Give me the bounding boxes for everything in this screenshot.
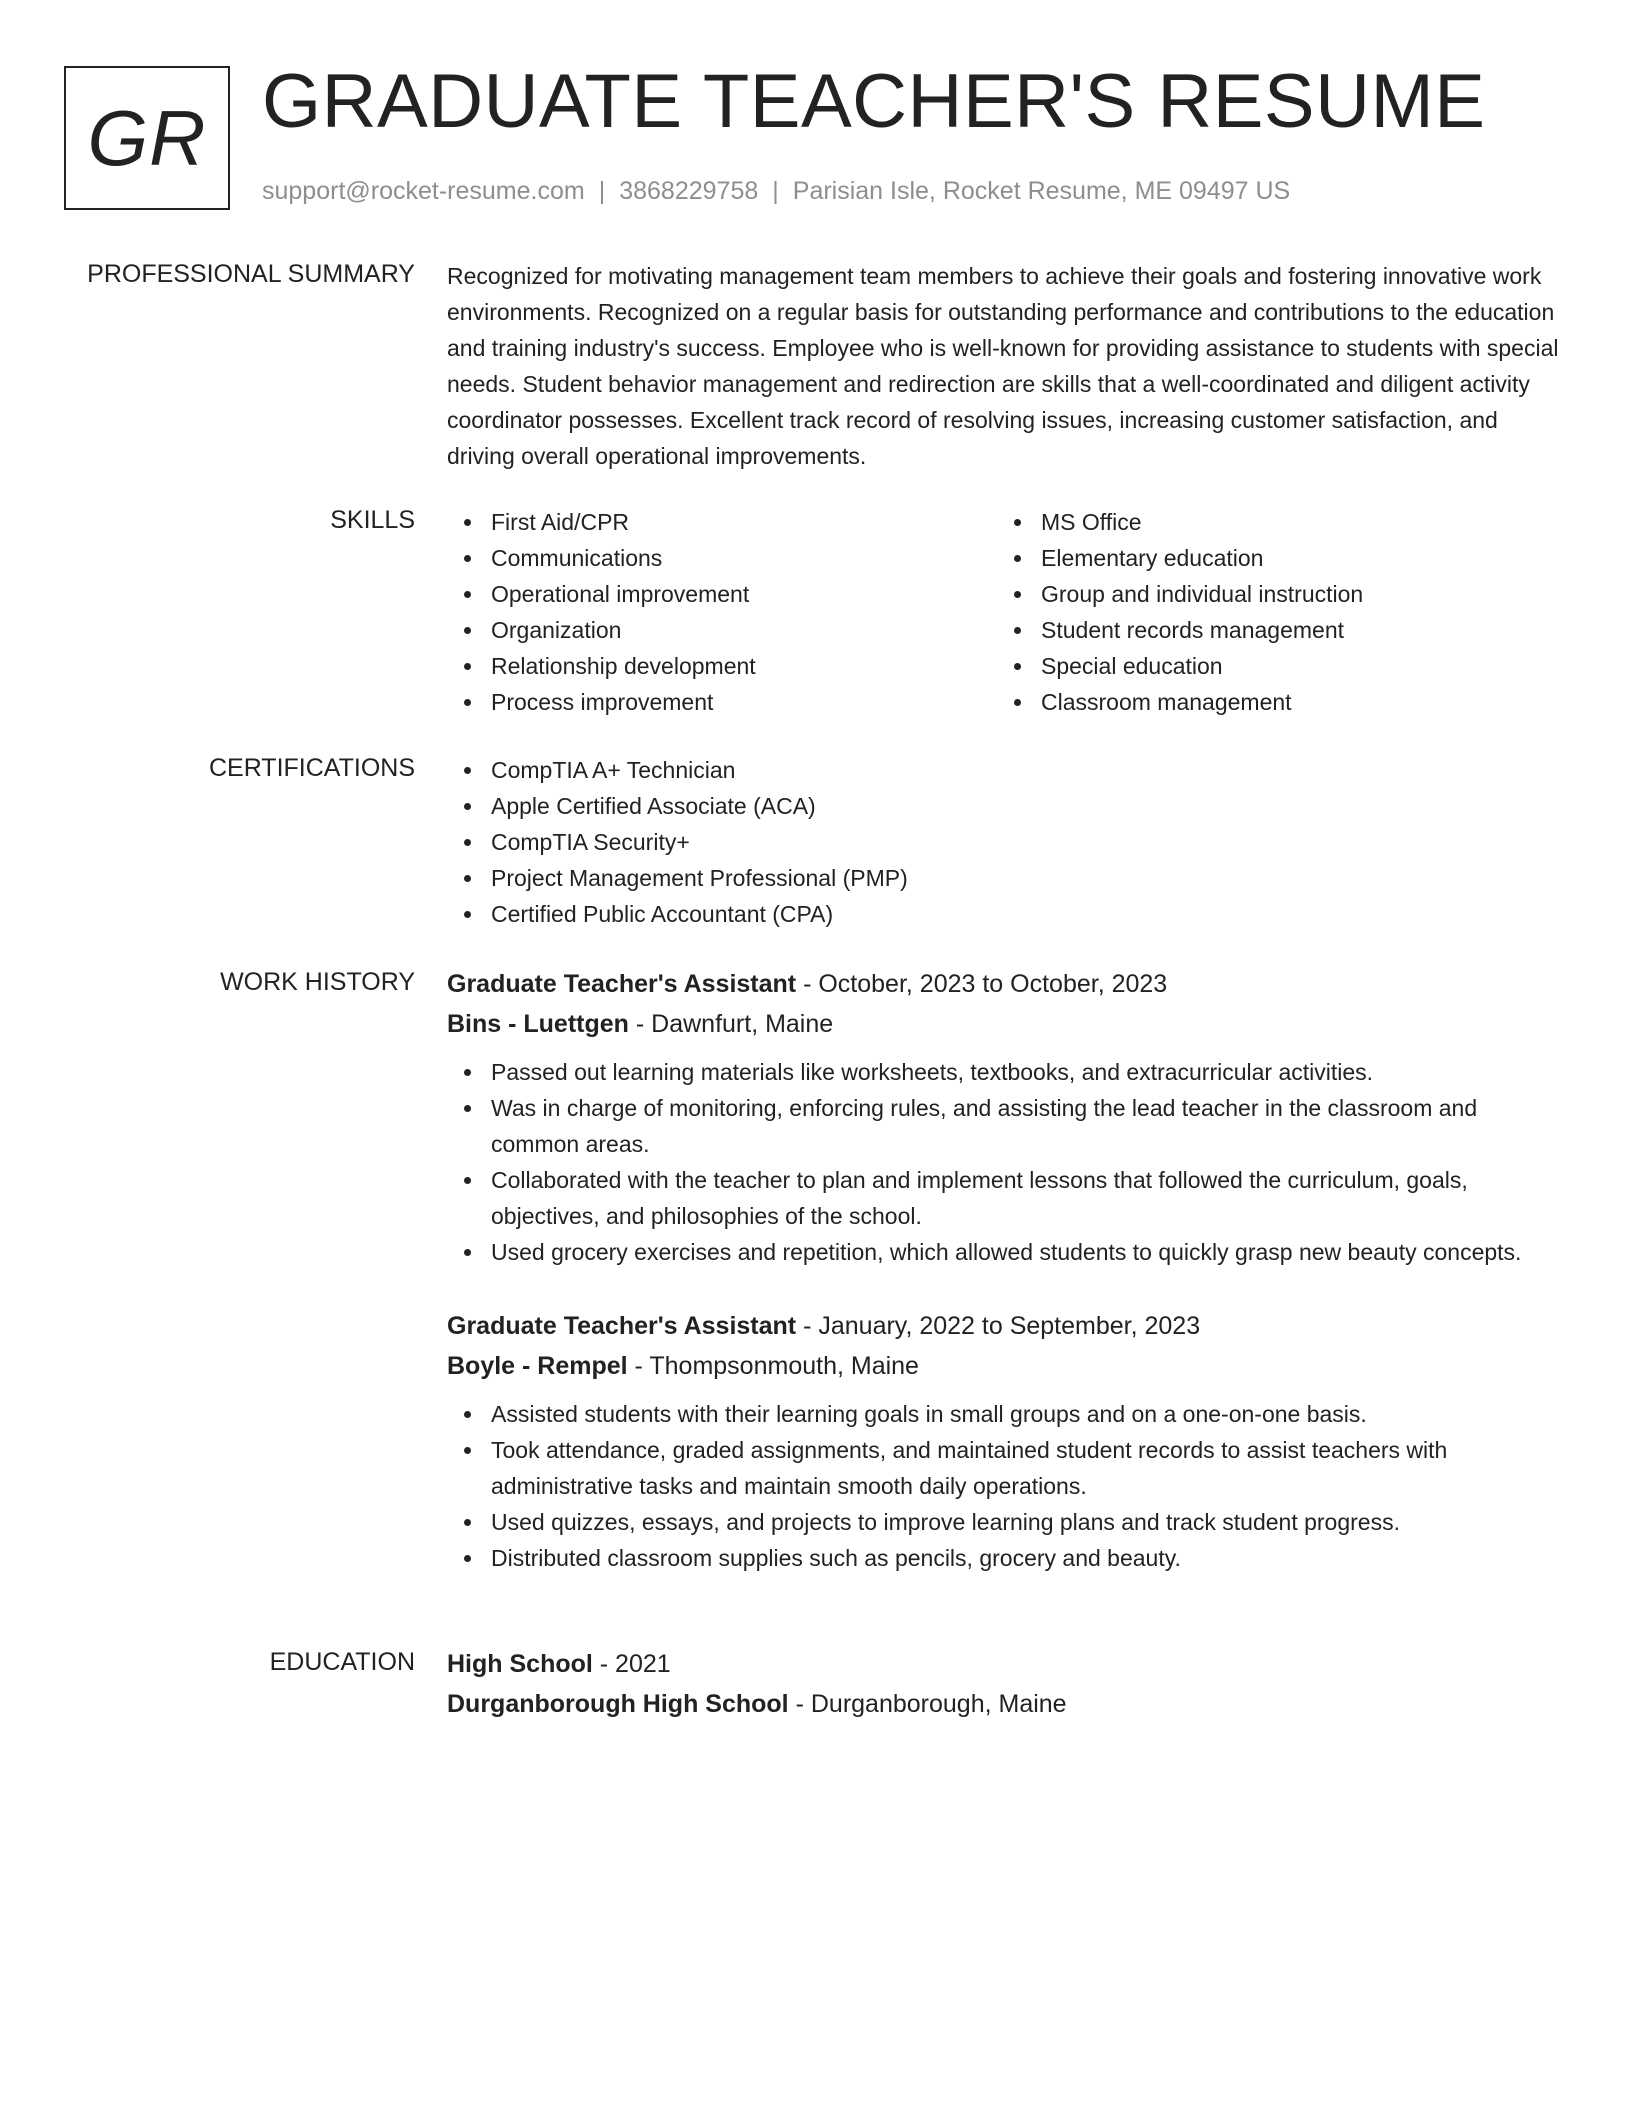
summary-text: Recognized for motivating management team members to achieve their goals and fostering innovative work environments. Recognized on a regular basis for outstanding performance and contributions to the education and training industry's success. Employee who is well-known for providing assistance to students with special needs. Student behavior management and redirection are skills that a well-coordinated and diligent activity coordinator possesses. Excellent track record of resolving issues, increasing customer satisfaction, and driving overall operational improvements. xyxy=(447,263,1559,469)
list-item: Collaborated with the teacher to plan and implement lessons that followed the curriculum, goals, objectives, and philosophies of the school. xyxy=(447,1162,1567,1234)
list-item: Organization xyxy=(447,612,997,648)
summary-label: PROFESSIONAL SUMMARY xyxy=(87,260,415,288)
job-title-line xyxy=(447,964,1567,1004)
job-entry xyxy=(447,1306,1567,1576)
list-item: Communications xyxy=(447,540,997,576)
monogram-box xyxy=(64,66,230,210)
certifications-label: CERTIFICATIONS xyxy=(208,754,415,782)
job-dates: - January, 2022 to September, 2023 xyxy=(796,1312,1201,1340)
list-item: Certified Public Accountant (CPA) xyxy=(447,896,1567,932)
job-title-line xyxy=(447,1306,1567,1346)
work-history-body xyxy=(447,964,1567,1576)
list-item: Apple Certified Associate (ACA) xyxy=(447,788,1567,824)
education-year: - 2021 xyxy=(592,1650,671,1678)
contact-phone: 3868229758 xyxy=(619,177,759,205)
contact-email: support@rocket-resume.com xyxy=(262,177,585,205)
education-location: - Durganborough, Maine xyxy=(788,1690,1067,1718)
contact-address: Parisian Isle, Rocket Resume, ME 09497 US xyxy=(792,177,1291,205)
list-item: Student records management xyxy=(997,612,1547,648)
job-location: - Thompsonmouth, Maine xyxy=(627,1352,919,1380)
job-duties-list xyxy=(447,1396,1567,1576)
list-item: First Aid/CPR xyxy=(447,504,997,540)
list-item: Project Management Professional (PMP) xyxy=(447,860,1567,896)
skills-label: SKILLS xyxy=(330,506,415,534)
list-item: Operational improvement xyxy=(447,576,997,612)
job-company-line xyxy=(447,1346,1567,1386)
education-body xyxy=(447,1644,1567,1724)
list-item: Elementary education xyxy=(997,540,1547,576)
list-item: Relationship development xyxy=(447,648,997,684)
education-school-line xyxy=(447,1684,1567,1724)
certifications-list xyxy=(447,752,1567,932)
job-location: - Dawnfurt, Maine xyxy=(628,1010,834,1038)
job-entry xyxy=(447,964,1567,1270)
list-item: CompTIA Security+ xyxy=(447,824,1567,860)
monogram-initials: GR xyxy=(87,93,207,182)
certifications-body xyxy=(447,752,1567,932)
list-item: CompTIA A+ Technician xyxy=(447,752,1567,788)
skills-grid xyxy=(447,504,1567,720)
job-duties-list xyxy=(447,1054,1567,1270)
list-item: Was in charge of monitoring, enforcing rules, and assisting the lead teacher in the classroom and common areas. xyxy=(447,1090,1567,1162)
list-item: Used quizzes, essays, and projects to improve learning plans and track student progress. xyxy=(447,1504,1567,1540)
work-history-label: WORK HISTORY xyxy=(220,968,415,996)
skills-list-right xyxy=(997,504,1547,720)
education-label: EDUCATION xyxy=(269,1648,415,1676)
contact-line xyxy=(262,176,1290,206)
list-item: Classroom management xyxy=(997,684,1547,720)
list-item: Distributed classroom supplies such as pencils, grocery and beauty. xyxy=(447,1540,1567,1576)
list-item: Assisted students with their learning goals in small groups and on a one-on-one basis. xyxy=(447,1396,1567,1432)
list-item: Took attendance, graded assignments, and maintained student records to assist teachers with administrative tasks and maintain smooth daily operations. xyxy=(447,1432,1567,1504)
list-item: Group and individual instruction xyxy=(997,576,1547,612)
contact-separator: | xyxy=(598,177,606,205)
job-title: Graduate Teacher's Assistant xyxy=(447,970,797,998)
education-school: Durganborough High School xyxy=(447,1690,789,1718)
resume-title: GRADUATE TEACHER'S RESUME xyxy=(262,59,1486,144)
job-dates: - October, 2023 to October, 2023 xyxy=(796,970,1168,998)
education-degree-line xyxy=(447,1644,1567,1684)
list-item: Passed out learning materials like worksheets, textbooks, and extracurricular activities. xyxy=(447,1054,1567,1090)
list-item: Special education xyxy=(997,648,1547,684)
job-company: Boyle - Rempel xyxy=(447,1352,628,1380)
list-item: Used grocery exercises and repetition, which allowed students to quickly grasp new beauty concepts. xyxy=(447,1234,1567,1270)
list-item: MS Office xyxy=(997,504,1547,540)
education-degree: High School xyxy=(447,1650,593,1678)
skills-body xyxy=(447,504,1567,720)
job-company: Bins - Luettgen xyxy=(447,1010,629,1038)
job-company-line xyxy=(447,1004,1567,1044)
list-item: Process improvement xyxy=(447,684,997,720)
job-title: Graduate Teacher's Assistant xyxy=(447,1312,797,1340)
skills-list-left xyxy=(447,504,997,720)
contact-separator: | xyxy=(772,177,779,205)
